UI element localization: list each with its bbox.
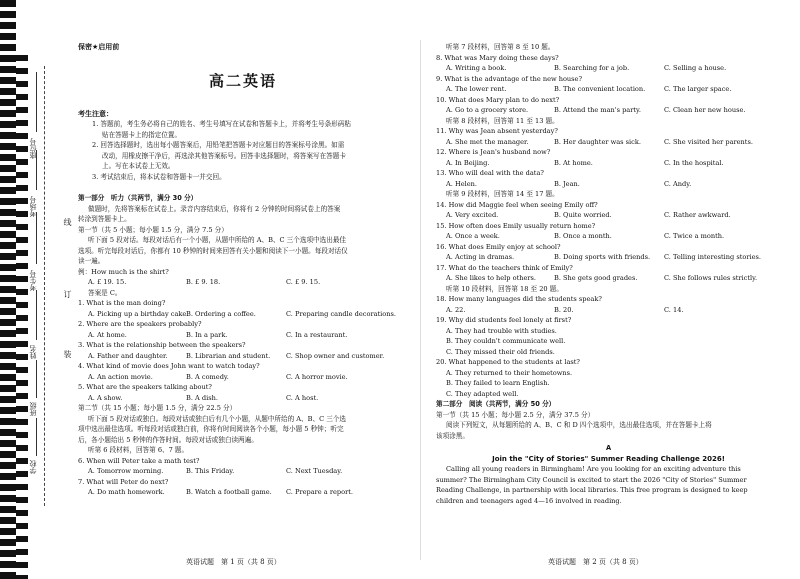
- question-options: [78, 351, 408, 362]
- question: 20. What happened to the students at last?: [436, 358, 580, 366]
- sec1-heading: 第一节（共 5 小题；每小题 1.5 分，满分 7.5 分）: [78, 225, 228, 234]
- option: A. They had trouble with studies.: [446, 326, 557, 335]
- option: B. Searching for a job.: [554, 64, 630, 72]
- option: B. Librarian and student.: [186, 351, 271, 360]
- question-options: [436, 179, 781, 190]
- question: 10. What does Mary plan to do next?: [436, 95, 560, 104]
- option: B. Once a month.: [554, 232, 612, 240]
- option: B. A comedy.: [186, 372, 229, 381]
- question-options: [436, 137, 781, 148]
- option: B. £ 9. 18.: [186, 278, 221, 286]
- option: B. In a park.: [186, 330, 228, 339]
- option: C. They missed their old friends.: [446, 347, 555, 356]
- option: C. She visited her parents.: [664, 137, 753, 146]
- question: 1. What is the man doing?: [78, 299, 166, 307]
- option: B. A dish.: [186, 393, 218, 402]
- notice-heading: 考生注意：: [78, 109, 113, 118]
- question-options: [78, 372, 408, 383]
- binding-barcode: [0, 0, 16, 579]
- segment-instruction: 听第 7 段材料，回答第 8 至 10 题。: [446, 43, 555, 51]
- option: A. At home.: [88, 330, 127, 339]
- name-blank: [36, 290, 37, 340]
- option: B. Ordering a coffee.: [186, 309, 256, 318]
- part1-intro: 转涂到答题卡上。: [78, 215, 131, 223]
- option: A. Writing a book.: [446, 64, 507, 72]
- option: B. Watch a football game.: [186, 488, 272, 496]
- sec2-heading: 第二节（共 15 小题；每小题 1.5 分，满分 22.5 分）: [78, 404, 237, 412]
- option: C. Next Tuesday.: [286, 467, 343, 475]
- option: B. They couldn't communicate well.: [446, 337, 566, 345]
- option: B. She gets good grades.: [554, 274, 638, 282]
- sec1-intro: 选项。听完每段对话后，你都有 10 秒钟的时间来回答有关小题和阅读下一小题。每段对话仅: [78, 246, 348, 255]
- candidate-number-blank: [36, 212, 37, 264]
- passage-line: Reading Challenge, in partnership with local libraries. This free program is designed to keep: [436, 486, 748, 494]
- option: C. Rather awkward.: [664, 211, 731, 219]
- notice-line: 1. 答题前，考生务必将自己的姓名、考生号填写在试卷和答题卡上，并将考生号条形码粘: [92, 120, 351, 128]
- option: C. A host.: [286, 393, 319, 402]
- part2-sec1-intro: 阅读下列短文，从每题所给的 A、B、C 和 D 四个选项中，选出最佳选项，并在答题卡上将: [446, 421, 712, 429]
- option: A. Picking up a birthday cake.: [88, 309, 189, 318]
- question-options: [436, 273, 781, 284]
- passage-title: Join the "City of Stories" Summer Reading Challenge 2026!: [492, 454, 725, 463]
- option: B. Jean.: [554, 179, 580, 188]
- option: B. They failed to learn English.: [446, 379, 550, 387]
- question-options: [436, 158, 781, 169]
- school-blank: [36, 418, 37, 456]
- option: A. Once a week.: [446, 232, 500, 240]
- option: A. Father and daughter.: [88, 351, 168, 360]
- option: C. Telling interesting stories.: [664, 253, 761, 261]
- option: A. Acting in dramas.: [446, 253, 515, 261]
- option: B. Her daughter was sick.: [554, 137, 641, 146]
- question: 12. Where is Jean's husband now?: [436, 148, 551, 156]
- question: 19. Why did students feel lonely at first?: [436, 316, 572, 324]
- question-options: [436, 63, 781, 74]
- footer-page-left: 英语试题 第 1 页（共 8 页）: [186, 558, 281, 566]
- question: 6. When will Peter take a math test?: [78, 456, 200, 465]
- question-options: [436, 210, 781, 221]
- option: A. The lower rent.: [446, 85, 507, 93]
- label-class: 班级: [29, 402, 37, 416]
- question: 15. How often does Emily usually return home?: [436, 221, 596, 230]
- option: A. An action movie.: [88, 372, 153, 381]
- option: B. Doing sports with friends.: [554, 253, 651, 261]
- example-options: [78, 277, 408, 288]
- option: A. Tomorrow morning.: [88, 467, 164, 475]
- segment-instruction: 听第 8 段材料，回答第 11 至 13 题。: [446, 116, 559, 125]
- option: C. Twice a month.: [664, 232, 725, 240]
- question-options: [78, 487, 408, 498]
- option: C. Prepare a report.: [286, 488, 353, 496]
- sec1-intro: 听下面 5 段对话。每段对话后有一个小题，从题中所给的 A、B、C 三个选项中选出最佳: [88, 236, 347, 244]
- option: A. They returned to their hometowns.: [446, 368, 573, 377]
- label-exam-room: 考场号: [29, 196, 37, 217]
- notice-line: 上。写在本试卷上无效。: [102, 162, 175, 170]
- option: C. Andy.: [664, 179, 692, 188]
- question-options: [78, 466, 408, 477]
- option: A. 22.: [446, 305, 466, 314]
- seat-number-blank: [36, 72, 37, 132]
- passage-line: Calling all young readers in Birmingham! Are you looking for an exciting adventure this: [446, 465, 741, 473]
- binding-strip: [0, 0, 72, 579]
- exam-room-blank: [36, 150, 37, 190]
- part2-sec1-heading: 第一节（共 15 小题；每小题 2.5 分，满分 37.5 分）: [436, 410, 595, 419]
- question: 13. Who will deal with the data?: [436, 169, 544, 177]
- question: 7. What will Peter do next?: [78, 477, 169, 486]
- option: A. Very excited.: [446, 211, 499, 219]
- question: 9. What is the advantage of the new house?: [436, 74, 582, 83]
- option: B. Attend the man's party.: [554, 106, 641, 114]
- question-options: [436, 84, 781, 95]
- notice-line: 贴在答题卡上的指定位置。: [102, 130, 182, 139]
- question: 17. What do the teachers think of Emily?: [436, 263, 573, 272]
- confidential-mark: 保密★启用前: [78, 43, 120, 51]
- option: A. Go to a grocery store.: [446, 106, 529, 114]
- column-divider: [420, 40, 421, 560]
- sec2-intro: 听下面 5 段对话或独白。每段对话或独白后有几个小题，从题中所给的 A、B、C 三个选: [88, 414, 347, 423]
- passage-letter: A: [605, 444, 612, 452]
- question: 14. How did Maggie feel when seeing Emily off?: [436, 200, 598, 209]
- example-question: 例：How much is the shirt?: [78, 267, 169, 276]
- option: A. Do math homework.: [88, 488, 165, 496]
- left-column: [78, 42, 408, 498]
- label-seat-number: 座位号: [29, 138, 37, 159]
- option: C. The larger space.: [664, 85, 732, 93]
- part1-heading: 第一部分 听力（共两节，满分 30 分）: [78, 194, 198, 202]
- question: 18. How many languages did the students speak?: [436, 295, 602, 303]
- question-options: [78, 309, 408, 320]
- option: A. She likes to help others.: [446, 274, 537, 282]
- option: A. A show.: [88, 393, 123, 402]
- question-options: [436, 105, 781, 116]
- option: C. She follows rules strictly.: [664, 274, 758, 282]
- sec1-intro: 读一遍。: [78, 257, 105, 265]
- part2-heading: 第二部分 阅读（共两节，满分 50 分）: [436, 400, 556, 408]
- notice-line: 2. 回答选择题时，选出每小题答案后，用铅笔把答题卡对应题目的答案标号涂黑。如需: [92, 141, 345, 149]
- option: B. The convenient location.: [554, 85, 646, 93]
- option: B. 20.: [554, 305, 574, 314]
- label-school: 学校: [29, 460, 37, 474]
- option: C. Selling a house.: [664, 64, 727, 72]
- option: C. They adapted well.: [446, 389, 519, 398]
- passage-line: summer? The Birmingham City Council is excited to start the 2026 "City of Stories" Summer: [436, 475, 747, 484]
- sec2-intro: 项中选出最佳选项。听每段对话或独白前，你将有时间阅读各个小题，每小题 5 秒钟；听完: [78, 425, 344, 433]
- class-blank: [36, 360, 37, 398]
- segment-instruction: 听第 6 段材料，回答第 6、7 题。: [88, 446, 189, 454]
- option: C. A horror movie.: [286, 372, 348, 381]
- option: C. Clean her new house.: [664, 106, 746, 114]
- segment-instruction: 听第 9 段材料，回答第 14 至 17 题。: [446, 190, 559, 198]
- option: C. In the hospital.: [664, 158, 724, 167]
- option: C. Shop owner and customer.: [286, 351, 385, 360]
- question: 5. What are the speakers talking about?: [78, 383, 212, 391]
- part1-intro: 做题时，先将答案标在试卷上。录音内容结束后，你将有 2 分钟的时间将试卷上的答案: [88, 204, 341, 213]
- question-options: [78, 330, 408, 341]
- passage-line: children and teenagers aged 4—16 involved in reading.: [436, 496, 622, 505]
- question-options: [436, 252, 781, 263]
- option: C. Preparing candle decorations.: [286, 309, 396, 318]
- question: 16. What does Emily enjoy at school?: [436, 242, 561, 251]
- question-options: [436, 231, 781, 242]
- notice-line: 3. 考试结束后，将本试卷和答题卡一并交回。: [92, 172, 226, 181]
- option: A. £ 19. 15.: [88, 278, 127, 286]
- option: A. She met the manager.: [446, 137, 529, 146]
- sec2-intro: 后，各小题给出 5 秒钟的作答时间。每段对话或独白读两遍。: [78, 435, 258, 444]
- question-options: [436, 305, 781, 316]
- question: 3. What is the relationship between the speakers?: [78, 341, 246, 349]
- option: C. In a restaurant.: [286, 330, 348, 339]
- right-column: [436, 42, 781, 506]
- option: B. This Friday.: [186, 467, 235, 475]
- option: A. In Beijing.: [446, 158, 490, 167]
- cut-mark-mount: 装: [63, 350, 72, 358]
- label-name: 姓名: [29, 345, 37, 359]
- question: 8. What was Mary doing these days?: [436, 53, 559, 62]
- footer-page-right: 英语试题 第 2 页（共 8 页）: [548, 558, 643, 566]
- question-options: [78, 393, 408, 404]
- part2-sec1-intro: 该项涂黑。: [436, 431, 469, 440]
- label-candidate-number: 考生号: [29, 270, 37, 291]
- binding-cut-line: [44, 66, 45, 506]
- option: A. Helen.: [446, 179, 477, 188]
- cut-mark-bind: 订: [63, 290, 72, 298]
- cut-mark-line: 线: [63, 218, 72, 226]
- option: C. £ 9. 15.: [286, 278, 321, 286]
- notice-line: 改动，用橡皮擦干净后，再选涂其他答案标号。回答非选择题时，将答案写在答题卡: [102, 151, 346, 160]
- question: 11. Why was Jean absent yesterday?: [436, 127, 558, 135]
- segment-instruction: 听第 10 段材料，回答第 18 至 20 题。: [446, 284, 563, 293]
- page-title: 高二英语: [208, 71, 277, 90]
- option: B. Quite worried.: [554, 211, 612, 219]
- question: 2. Where are the speakers probably?: [78, 320, 202, 328]
- example-answer: 答案是 C。: [88, 288, 122, 297]
- question: 4. What kind of movie does John want to watch today?: [78, 362, 260, 370]
- option: C. 14.: [664, 305, 684, 314]
- binding-barcode-inner: [16, 55, 28, 579]
- option: B. At home.: [554, 158, 593, 167]
